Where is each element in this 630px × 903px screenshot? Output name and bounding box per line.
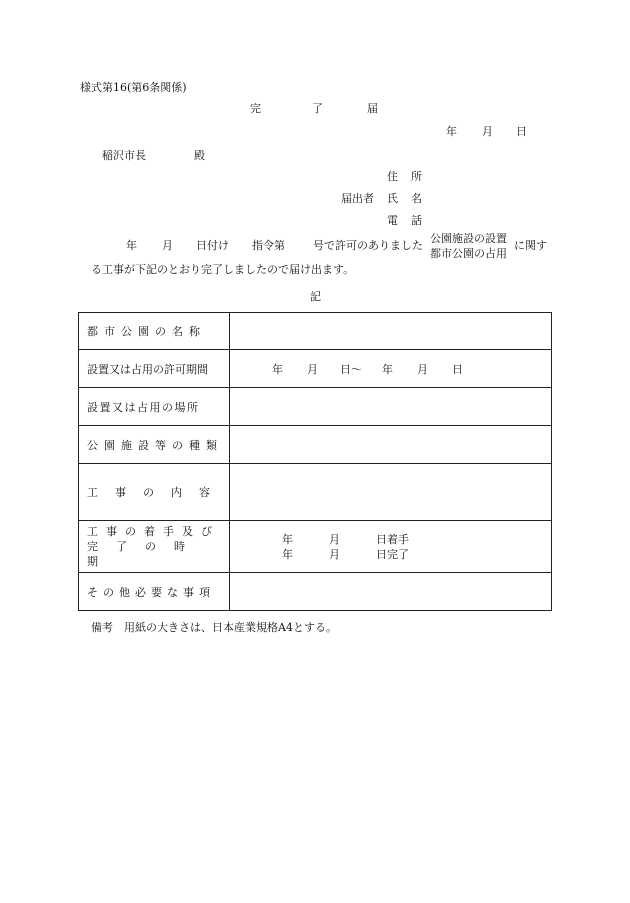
row-other-matters — [79, 573, 552, 611]
title-char-2: 了 — [312, 102, 323, 115]
ki-heading: 記 — [310, 290, 321, 303]
end-month: 月 — [329, 547, 340, 561]
facility-type-label: 公園施設等の種類 — [87, 438, 223, 452]
phone-label-char-2: 話 — [411, 214, 422, 227]
applicant-group-label: 届出者 — [341, 192, 374, 205]
title-char-1: 完 — [250, 102, 261, 115]
start-month: 月 — [329, 532, 340, 546]
address-label-char-2: 所 — [411, 170, 422, 183]
start-day-start: 日着手 — [376, 532, 409, 546]
name-label-char-1: 氏 — [387, 192, 398, 205]
start-value-cell[interactable] — [230, 521, 552, 573]
body-tail: に関す — [514, 239, 547, 252]
work-content-label-cell — [79, 464, 230, 521]
other-value-cell[interactable] — [230, 573, 552, 611]
period-month-1: 月 — [307, 362, 318, 376]
work-content-value-cell[interactable] — [230, 464, 552, 521]
period-label-cell — [79, 350, 230, 388]
body-year: 年 — [126, 239, 137, 252]
address-label-char-1: 住 — [387, 170, 398, 183]
park-name-label: 都市公園の名称 — [87, 325, 206, 338]
row-location — [79, 388, 552, 426]
body-month: 月 — [162, 239, 173, 252]
work-content-label: 工事の内容 — [87, 486, 227, 499]
end-day-end: 日完了 — [376, 547, 409, 561]
start-label-line-1: 工事の着手及び — [87, 525, 220, 538]
remarks-note: 備考 用紙の大きさは、日本産業規格A4とする。 — [91, 621, 337, 634]
location-label: 設置又は占用の場所 — [87, 400, 200, 414]
start-label-cell — [79, 521, 230, 573]
park-name-label-cell — [79, 313, 230, 350]
period-day-2: 日 — [452, 362, 463, 376]
start-label-line-2: 完了の時期 — [87, 540, 203, 568]
other-label-cell — [79, 573, 230, 611]
location-label-cell — [79, 388, 230, 426]
body-dated: 日付け — [196, 239, 229, 252]
park-name-value-cell[interactable] — [230, 313, 552, 350]
body-permit-phrase: 号で許可のありました — [313, 239, 423, 252]
body-option-2: 都市公園の占用 — [430, 247, 507, 260]
body-option-1: 公園施設の設置 — [430, 232, 507, 245]
period-value-cell[interactable] — [230, 350, 552, 388]
period-year-1: 年 — [272, 362, 283, 376]
period-day-1: 日～ — [340, 362, 362, 376]
addressee-honorific: 殿 — [194, 149, 205, 162]
row-start-completion — [79, 521, 552, 573]
phone-label-char-1: 電 — [387, 214, 398, 227]
addressee-name: 稲沢市長 — [102, 149, 146, 162]
date-year: 年 — [446, 125, 457, 138]
row-work-content — [79, 464, 552, 521]
date-day: 日 — [516, 125, 527, 138]
period-month-2: 月 — [417, 362, 428, 376]
row-park-name — [79, 313, 552, 350]
period-year-2: 年 — [382, 362, 393, 376]
body-second-line: る工事が下記のとおり完了しましたので届け出ます。 — [91, 263, 355, 276]
date-month: 月 — [482, 125, 493, 138]
period-label: 設置又は占用の許可期間 — [87, 362, 208, 376]
completion-form-table — [78, 312, 552, 611]
body-directive: 指令第 — [252, 239, 285, 252]
end-year: 年 — [282, 547, 293, 561]
location-value-cell[interactable] — [230, 388, 552, 426]
other-label: その他必要な事項 — [87, 585, 215, 599]
start-year: 年 — [282, 532, 293, 546]
facility-type-label-cell — [79, 426, 230, 464]
row-facility-type — [79, 426, 552, 464]
name-label-char-2: 名 — [411, 192, 422, 205]
title-char-3: 届 — [367, 102, 378, 115]
form-number: 様式第16(第6条関係) — [80, 81, 187, 94]
facility-type-value-cell[interactable] — [230, 426, 552, 464]
row-permit-period — [79, 350, 552, 388]
